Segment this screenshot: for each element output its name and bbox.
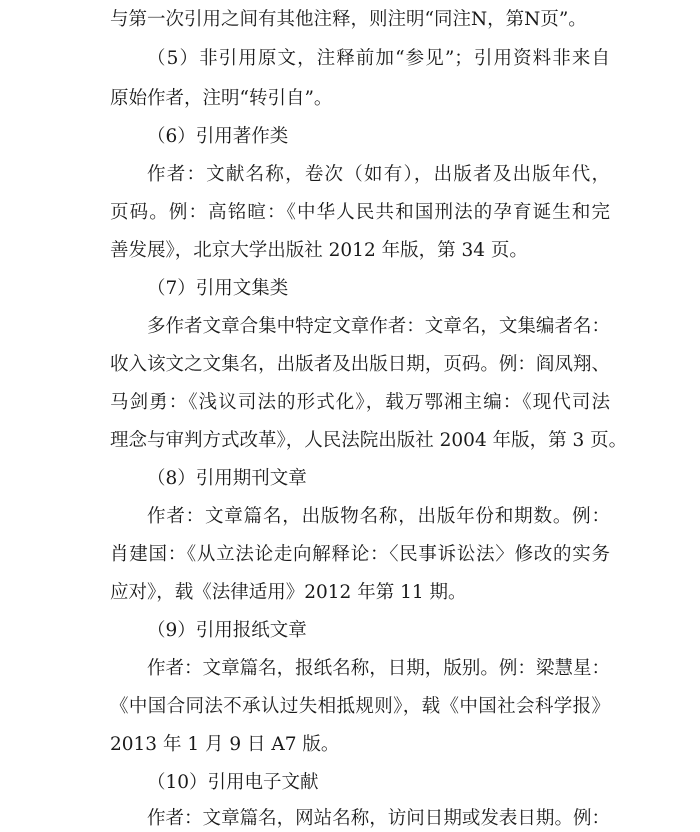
section-heading-6: （6）引用著作类 bbox=[147, 126, 289, 147]
body-text-line: 《中国合同法不承认过失相抵规则》，载《中国社会科学报》 bbox=[110, 696, 610, 717]
body-text-line: 多作者文章合集中特定文章作者：文章名，文集编者名： bbox=[147, 316, 610, 337]
list-item-5-line: （5）非引用原文，注释前加“参见”；引用资料非来自 bbox=[147, 48, 610, 69]
section-heading-9: （9）引用报纸文章 bbox=[147, 620, 307, 641]
body-text-line: 作者：文章篇名，网站名称，访问日期或发表日期。例： bbox=[147, 808, 610, 829]
body-text-line: 与第一次引用之间有其他注释，则注明“同注N，第N页”。 bbox=[110, 9, 587, 30]
body-text-line: 收入该文之文集名，出版者及出版日期，页码。例：阎凤翔、 bbox=[110, 354, 610, 375]
section-heading-10: （10）引用电子文献 bbox=[147, 772, 319, 793]
body-text-line: 善发展》，北京大学出版社 2012 年版，第 34 页。 bbox=[110, 240, 528, 261]
section-heading-7: （7）引用文集类 bbox=[147, 278, 289, 299]
body-text-line: 作者：文献名称，卷次（如有），出版者及出版年代， bbox=[147, 164, 610, 185]
body-text-line: 2013 年 1 月 9 日 A7 版。 bbox=[110, 734, 340, 755]
body-text-line: 作者：文章篇名，报纸名称，日期，版别。例：梁慧星： bbox=[147, 658, 610, 679]
section-heading-8: （8）引用期刊文章 bbox=[147, 468, 307, 489]
body-text-line: 马剑勇：《浅议司法的形式化》，载万鄂湘主编：《现代司法 bbox=[110, 392, 610, 413]
body-text-line: 理念与审判方式改革》，人民法院出版社 2004 年版，第 3 页。 bbox=[110, 430, 628, 451]
body-text-line: 原始作者，注明“转引自”。 bbox=[110, 88, 333, 109]
body-text-line: 作者：文章篇名，出版物名称，出版年份和期数。例： bbox=[147, 506, 610, 527]
body-text-line: 页码。例：高铭暄：《中华人民共和国刑法的孕育诞生和完 bbox=[110, 202, 610, 223]
body-text-line: 应对》，载《法律适用》2012 年第 11 期。 bbox=[110, 582, 467, 603]
body-text-line: 肖建国：《从立法论走向解释论：〈民事诉讼法〉修改的实务 bbox=[110, 544, 610, 565]
